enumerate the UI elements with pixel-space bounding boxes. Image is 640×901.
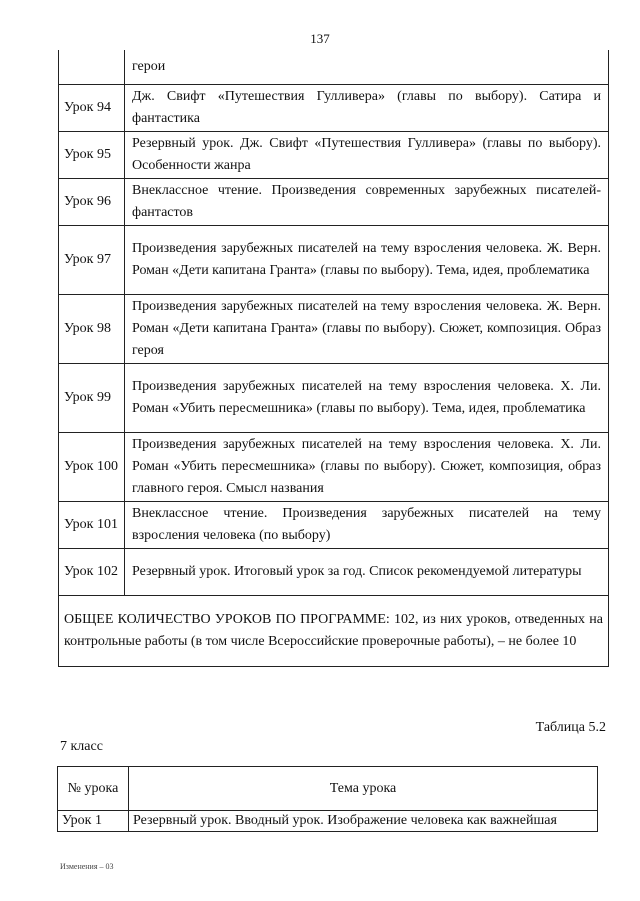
lesson-topic-cell: Резервный урок. Вводный урок. Изображение человека как важнейшая (129, 811, 598, 832)
lesson-topic-cell: герои (125, 50, 609, 85)
lesson-number-cell: Урок 99 (59, 364, 125, 433)
header-lesson-number: № урока (58, 767, 129, 811)
table-caption: Таблица 5.2 (535, 720, 606, 735)
lesson-topic-cell: Произведения зарубежных писателей на тему взросления человека. Х. Ли. Роман «Убить пересмешника» (главы по выбору). Тема, идея, проблематика (125, 364, 609, 433)
lesson-topic-cell: Резервный урок. Итоговый урок за год. Список рекомендуемой литературы (125, 549, 609, 596)
lesson-number-cell: Урок 98 (59, 295, 125, 364)
page-number: 137 (310, 31, 330, 46)
lesson-number-cell: Урок 96 (59, 179, 125, 226)
table-row (59, 549, 609, 596)
table-row-continuation (59, 50, 609, 85)
lesson-number-cell (59, 50, 125, 85)
lesson-number-cell: Урок 97 (59, 226, 125, 295)
lesson-number-cell: Урок 101 (59, 502, 125, 549)
lesson-topic-cell: Дж. Свифт «Путешествия Гулливера» (главы по выбору). Сатира и фантастика (125, 85, 609, 132)
lesson-topic-cell: Произведения зарубежных писателей на тему взросления человека. Ж. Верн. Роман «Дети капитана Гранта» (главы по выбору). Тема, идея, проблематика (125, 226, 609, 295)
table-row (59, 295, 609, 364)
lesson-number-cell: Урок 100 (59, 433, 125, 502)
header-lesson-topic: Тема урока (129, 767, 598, 811)
footer-revision-note: Изменения – 03 (60, 862, 114, 871)
table-row (59, 132, 609, 179)
lesson-topic-cell: Произведения зарубежных писателей на тему взросления человека. Ж. Верн. Роман «Дети капитана Гранта» (главы по выбору). Сюжет, композиция. Образ героя (125, 295, 609, 364)
lessons-table (58, 50, 609, 667)
lesson-topic-cell: Внеклассное чтение. Произведения современных зарубежных писателей-фантастов (125, 179, 609, 226)
grade-label: 7 класс (60, 739, 103, 754)
table-row-total (59, 596, 609, 667)
lesson-topic-cell: Произведения зарубежных писателей на тему взросления человека. Х. Ли. Роман «Убить пересмешника» (главы по выбору). Сюжет, композиция, образ главного героя. Смысл названия (125, 433, 609, 502)
table-row (59, 364, 609, 433)
grade-7-lessons-table (57, 766, 598, 832)
lesson-number-cell: Урок 1 (58, 811, 129, 832)
table-row (59, 502, 609, 549)
table-row (59, 226, 609, 295)
table-header-row (58, 767, 598, 811)
lesson-topic-cell: Внеклассное чтение. Произведения зарубежных писателей на тему взросления человека (по выбору) (125, 502, 609, 549)
lesson-number-cell: Урок 95 (59, 132, 125, 179)
table-row (59, 433, 609, 502)
table-row (59, 179, 609, 226)
table-row (58, 811, 598, 832)
total-lessons-note: ОБЩЕЕ КОЛИЧЕСТВО УРОКОВ ПО ПРОГРАММЕ: 102, из них уроков, отведенных на контрольные работы (в том числе Всероссийские проверочные работы), – не более 10 (59, 596, 609, 667)
lesson-number-cell: Урок 102 (59, 549, 125, 596)
table-row (59, 85, 609, 132)
lesson-topic-cell: Резервный урок. Дж. Свифт «Путешествия Гулливера» (главы по выбору). Особенности жанра (125, 132, 609, 179)
lesson-number-cell: Урок 94 (59, 85, 125, 132)
